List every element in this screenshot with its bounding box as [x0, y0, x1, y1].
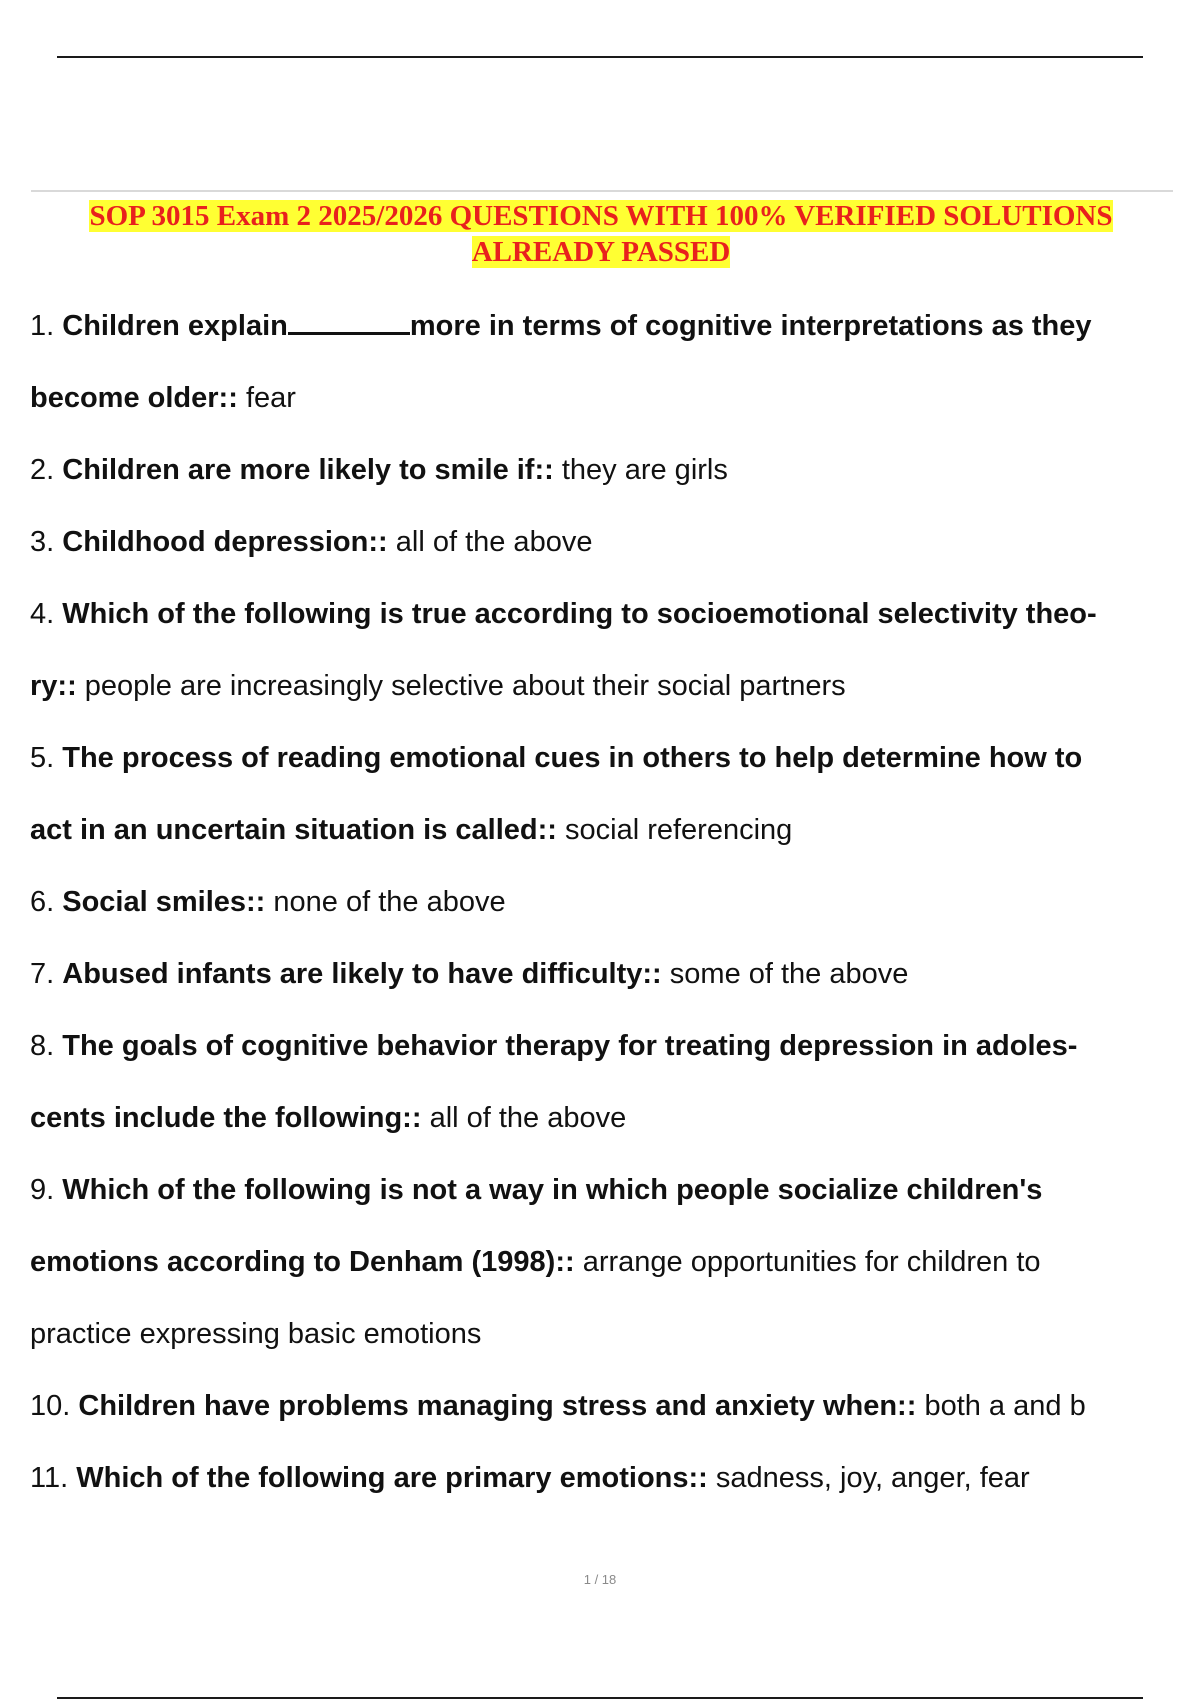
question-text: Children explain: [62, 310, 288, 342]
question-text-continued: become older::: [30, 382, 238, 414]
question-text: Which of the following is true according to socioemotional selectivity theo-: [62, 598, 1097, 630]
question-7: [30, 938, 1180, 1010]
answer-text: fear: [245, 382, 296, 414]
question-text: Children have problems managing stress and anxiety when::: [78, 1390, 917, 1422]
answer-text: social referencing: [565, 814, 793, 846]
question-3: [30, 506, 1180, 578]
answer-text-continued: practice expressing basic emotions: [30, 1318, 482, 1350]
question-text: Which of the following is not a way in which people socialize children's: [62, 1174, 1043, 1206]
question-text-continued: emotions according to Denham (1998)::: [30, 1246, 575, 1278]
question-text: Childhood depression::: [62, 526, 388, 558]
question-number: 2.: [30, 454, 55, 486]
question-text: Abused infants are likely to have difficulty::: [62, 958, 662, 990]
question-text-continued: more in terms of cognitive interpretations as they: [409, 310, 1092, 342]
question-2: [30, 434, 1180, 506]
question-9-line-2: [30, 1226, 1180, 1298]
page-number: 1 / 18: [583, 1572, 617, 1587]
question-number: 5.: [30, 742, 55, 774]
question-9-line-3: [30, 1298, 1180, 1370]
question-number: 9.: [30, 1174, 55, 1206]
question-10: [30, 1370, 1180, 1442]
question-6: [30, 866, 1180, 938]
question-text-continued: ry::: [30, 670, 77, 702]
question-text: Children are more likely to smile if::: [62, 454, 554, 486]
question-8-line-1: [30, 1010, 1180, 1082]
question-1-line-1: [30, 290, 1180, 362]
answer-text: none of the above: [273, 886, 506, 918]
answer-text: all of the above: [395, 526, 593, 558]
question-9-line-1: [30, 1154, 1180, 1226]
answer-text: they are girls: [561, 454, 728, 486]
answer-text: sadness, joy, anger, fear: [715, 1462, 1030, 1494]
question-number: 6.: [30, 886, 55, 918]
answer-text: arrange opportunities for children to: [582, 1246, 1041, 1278]
question-number: 3.: [30, 526, 55, 558]
question-number: 10.: [30, 1390, 71, 1422]
question-text: Social smiles::: [62, 886, 266, 918]
title-divider: [31, 190, 1173, 192]
question-text: The process of reading emotional cues in others to help determine how to: [62, 742, 1083, 774]
answer-text: some of the above: [669, 958, 909, 990]
question-text: The goals of cognitive behavior therapy for treating depression in adoles-: [62, 1030, 1078, 1062]
question-number: 7.: [30, 958, 55, 990]
document-title-text: SOP 3015 Exam 2 2025/2026 QUESTIONS WITH 100% VERIFIED SOLUTIONS ALREADY PASSED: [89, 200, 1113, 268]
answer-text: all of the above: [429, 1102, 627, 1134]
question-number: 4.: [30, 598, 55, 630]
answer-text: people are increasingly selective about their social partners: [84, 670, 846, 702]
bottom-divider: [57, 1697, 1143, 1699]
question-number: 8.: [30, 1030, 55, 1062]
question-number: 11.: [30, 1462, 69, 1494]
question-text-continued: cents include the following::: [30, 1102, 422, 1134]
question-5-line-1: [30, 722, 1180, 794]
question-4-line-1: [30, 578, 1180, 650]
document-title: [30, 198, 1172, 270]
question-text-continued: act in an uncertain situation is called::: [30, 814, 557, 846]
question-text: Which of the following are primary emotions::: [76, 1462, 708, 1494]
top-divider: [57, 56, 1143, 58]
question-5-line-2: [30, 794, 1180, 866]
question-1-line-2: [30, 362, 1180, 434]
question-number: 1.: [30, 310, 55, 342]
answer-text: both a and b: [924, 1390, 1086, 1422]
fill-in-blank: [288, 312, 410, 335]
question-11: [30, 1442, 1180, 1514]
question-8-line-2: [30, 1082, 1180, 1154]
question-4-line-2: [30, 650, 1180, 722]
